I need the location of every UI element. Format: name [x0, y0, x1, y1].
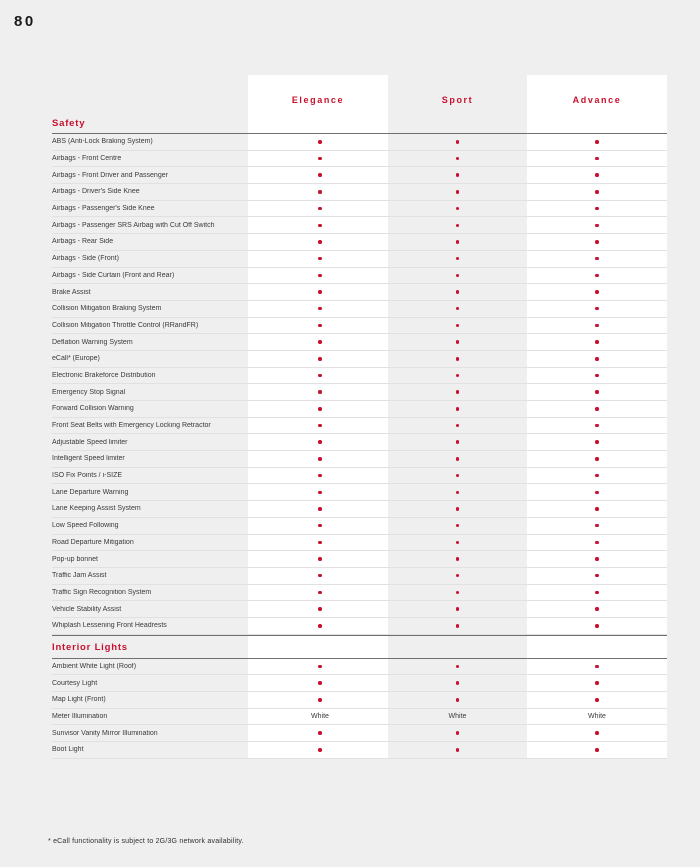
feature-cell	[388, 731, 527, 735]
feature-dot-icon	[318, 574, 322, 578]
column-header-row	[52, 75, 667, 115]
feature-dot-icon	[318, 157, 322, 161]
feature-cell	[527, 665, 667, 669]
feature-dot-icon	[318, 491, 322, 495]
feature-cell	[252, 491, 388, 495]
table-row	[52, 468, 667, 485]
feature-cell	[252, 240, 388, 244]
table-row	[52, 384, 667, 401]
feature-cell	[388, 440, 527, 444]
feature-dot-icon	[595, 157, 599, 161]
table-row	[52, 709, 667, 726]
feature-dot-icon	[318, 681, 322, 685]
feature-cell	[388, 324, 527, 328]
feature-dot-icon	[456, 507, 460, 511]
feature-cell	[388, 591, 527, 595]
table-row	[52, 268, 667, 285]
feature-dot-icon	[456, 140, 460, 144]
feature-cell	[252, 357, 388, 361]
feature-cell	[252, 424, 388, 428]
feature-cell	[527, 624, 667, 628]
feature-cell	[252, 524, 388, 528]
feature-cell	[252, 274, 388, 278]
feature-cell	[527, 390, 667, 394]
feature-cell	[527, 574, 667, 578]
feature-cell	[527, 340, 667, 344]
table-row	[52, 217, 667, 234]
table-row	[52, 501, 667, 518]
feature-dot-icon	[318, 274, 322, 278]
feature-label: Traffic Sign Recognition System	[52, 588, 152, 596]
feature-cell	[252, 190, 388, 194]
feature-cell	[388, 190, 527, 194]
feature-label: eCall* (Europe)	[52, 355, 100, 363]
feature-cell	[527, 424, 667, 428]
feature-dot-icon	[318, 390, 322, 394]
feature-cell	[527, 698, 667, 702]
table-section	[52, 635, 667, 759]
feature-dot-icon	[456, 541, 460, 545]
feature-label: Intelligent Speed limiter	[52, 455, 125, 463]
feature-cell	[527, 748, 667, 752]
feature-cell	[527, 257, 667, 261]
feature-label: Airbags - Rear Side	[52, 238, 114, 246]
feature-cell	[252, 607, 388, 611]
feature-cell	[252, 440, 388, 444]
feature-dot-icon	[318, 324, 322, 328]
feature-dot-icon	[456, 731, 460, 735]
feature-dot-icon	[456, 591, 460, 595]
feature-cell	[252, 224, 388, 228]
feature-cell	[252, 681, 388, 685]
table-row	[52, 401, 667, 418]
feature-cell	[388, 681, 527, 685]
feature-cell	[388, 491, 527, 495]
section-title: Safety	[52, 115, 667, 134]
feature-cell	[252, 407, 388, 411]
feature-cell	[388, 307, 527, 311]
feature-cell	[527, 524, 667, 528]
feature-label: Airbags - Front Centre	[52, 155, 122, 163]
feature-dot-icon	[318, 424, 322, 428]
feature-cell	[388, 274, 527, 278]
table-row	[52, 568, 667, 585]
feature-dot-icon	[318, 374, 322, 378]
feature-cell	[388, 557, 527, 561]
feature-cell	[388, 474, 527, 478]
feature-dot-icon	[318, 407, 322, 411]
feature-dot-icon	[595, 607, 599, 611]
feature-cell	[527, 457, 667, 461]
table-section	[52, 115, 667, 635]
feature-dot-icon	[318, 524, 322, 528]
feature-cell	[252, 340, 388, 344]
feature-dot-icon	[456, 457, 460, 461]
feature-cell	[527, 407, 667, 411]
feature-label: Sunvisor Vanity Mirror Illumination	[52, 729, 158, 737]
feature-label: Front Seat Belts with Emergency Locking Retractor	[52, 422, 211, 430]
feature-label: Courtesy Light	[52, 679, 98, 687]
feature-label: Lane Departure Warning	[52, 488, 129, 496]
feature-dot-icon	[318, 541, 322, 545]
feature-label: Emergency Stop Signal	[52, 388, 126, 396]
feature-dot-icon	[456, 698, 460, 702]
feature-cell	[252, 507, 388, 511]
feature-cell	[252, 157, 388, 161]
feature-cell	[388, 507, 527, 511]
feature-cell	[527, 240, 667, 244]
feature-cell	[527, 307, 667, 311]
feature-dot-icon	[456, 274, 460, 278]
feature-dot-icon	[595, 698, 599, 702]
feature-cell	[527, 474, 667, 478]
feature-dot-icon	[456, 557, 460, 561]
table-row	[52, 234, 667, 251]
feature-dot-icon	[456, 607, 460, 611]
feature-label: Traffic Jam Assist	[52, 572, 107, 580]
feature-dot-icon	[456, 407, 460, 411]
feature-cell	[388, 607, 527, 611]
feature-dot-icon	[595, 507, 599, 511]
feature-dot-icon	[595, 274, 599, 278]
feature-cell	[527, 274, 667, 278]
feature-dot-icon	[595, 474, 599, 478]
feature-dot-icon	[456, 207, 460, 211]
feature-cell	[252, 474, 388, 478]
table-row	[52, 692, 667, 709]
feature-dot-icon	[456, 357, 460, 361]
feature-dot-icon	[456, 681, 460, 685]
feature-cell	[252, 374, 388, 378]
feature-dot-icon	[595, 557, 599, 561]
section-title: Interior Lights	[52, 635, 667, 659]
feature-dot-icon	[318, 140, 322, 144]
feature-cell	[527, 190, 667, 194]
feature-label: ABS (Anti-Lock Braking System)	[52, 138, 153, 146]
feature-dot-icon	[456, 390, 460, 394]
table-row	[52, 484, 667, 501]
feature-dot-icon	[456, 257, 460, 261]
table-row	[52, 551, 667, 568]
feature-dot-icon	[456, 290, 460, 294]
feature-dot-icon	[595, 257, 599, 261]
feature-cell	[252, 324, 388, 328]
feature-dot-icon	[595, 173, 599, 177]
feature-cell	[388, 424, 527, 428]
column-header-sport: Sport	[441, 95, 474, 105]
table-row	[52, 675, 667, 692]
feature-dot-icon	[595, 591, 599, 595]
feature-cell	[388, 340, 527, 344]
feature-label: Whiplash Lessening Front Headrests	[52, 622, 167, 630]
table-row	[52, 434, 667, 451]
feature-dot-icon	[595, 240, 599, 244]
feature-cell	[388, 624, 527, 628]
feature-dot-icon	[456, 440, 460, 444]
feature-dot-icon	[318, 173, 322, 177]
feature-dot-icon	[318, 698, 322, 702]
feature-dot-icon	[456, 524, 460, 528]
feature-dot-icon	[318, 665, 322, 669]
feature-cell	[527, 491, 667, 495]
feature-label: Ambient White Light (Roof)	[52, 662, 137, 670]
feature-dot-icon	[456, 190, 460, 194]
table-row	[52, 251, 667, 268]
feature-dot-icon	[595, 357, 599, 361]
feature-cell	[388, 157, 527, 161]
feature-label: Map Light (Front)	[52, 696, 106, 704]
feature-dot-icon	[595, 624, 599, 628]
feature-dot-icon	[456, 491, 460, 495]
feature-dot-icon	[318, 190, 322, 194]
feature-cell	[527, 207, 667, 211]
page-number: 80	[14, 13, 36, 30]
feature-label: Airbags - Front Driver and Passenger	[52, 171, 168, 179]
feature-label: Forward Collision Warning	[52, 405, 134, 413]
feature-label: Electronic Brakeforce Distribution	[52, 371, 156, 379]
feature-label: Pop-up bonnet	[52, 555, 98, 563]
feature-dot-icon	[318, 340, 322, 344]
table-row	[52, 167, 667, 184]
feature-cell	[527, 140, 667, 144]
feature-cell	[388, 748, 527, 752]
feature-cell: White	[448, 713, 467, 721]
feature-dot-icon	[456, 748, 460, 752]
feature-dot-icon	[456, 424, 460, 428]
column-header-elegance: Elegance	[291, 95, 345, 105]
feature-cell	[252, 665, 388, 669]
feature-dot-icon	[456, 307, 460, 311]
feature-dot-icon	[318, 474, 322, 478]
feature-dot-icon	[318, 507, 322, 511]
feature-dot-icon	[318, 240, 322, 244]
feature-cell	[252, 257, 388, 261]
feature-cell	[388, 574, 527, 578]
table-row	[52, 134, 667, 151]
table-row	[52, 351, 667, 368]
feature-label: Airbags - Passenger's Side Knee	[52, 205, 155, 213]
feature-dot-icon	[318, 557, 322, 561]
feature-cell	[252, 390, 388, 394]
feature-cell	[388, 390, 527, 394]
feature-dot-icon	[595, 731, 599, 735]
feature-dot-icon	[595, 457, 599, 461]
feature-dot-icon	[318, 290, 322, 294]
feature-cell	[388, 524, 527, 528]
feature-cell	[252, 748, 388, 752]
feature-cell	[252, 698, 388, 702]
feature-dot-icon	[318, 357, 322, 361]
feature-cell	[252, 731, 388, 735]
table-row	[52, 725, 667, 742]
feature-cell	[252, 307, 388, 311]
feature-dot-icon	[456, 224, 460, 228]
feature-cell	[252, 140, 388, 144]
feature-dot-icon	[456, 624, 460, 628]
column-header-advance: Advance	[572, 95, 622, 105]
feature-dot-icon	[595, 491, 599, 495]
feature-label: Vehicle Stability Assist	[52, 605, 122, 613]
feature-cell	[527, 224, 667, 228]
feature-dot-icon	[318, 224, 322, 228]
feature-dot-icon	[595, 374, 599, 378]
feature-dot-icon	[595, 541, 599, 545]
feature-dot-icon	[318, 257, 322, 261]
feature-cell	[527, 607, 667, 611]
feature-dot-icon	[595, 424, 599, 428]
trim-comparison-table	[52, 75, 667, 759]
feature-cell	[388, 357, 527, 361]
footnote: * eCall functionality is subject to 2G/3G network availability.	[48, 838, 244, 845]
feature-label: Low Speed Following	[52, 522, 119, 530]
feature-cell	[527, 357, 667, 361]
feature-label: Adjustable Speed limiter	[52, 438, 128, 446]
feature-cell	[388, 290, 527, 294]
feature-cell	[388, 207, 527, 211]
feature-dot-icon	[595, 748, 599, 752]
feature-cell	[252, 457, 388, 461]
table-row	[52, 518, 667, 535]
feature-dot-icon	[456, 157, 460, 161]
feature-dot-icon	[595, 290, 599, 294]
feature-dot-icon	[595, 524, 599, 528]
feature-cell	[388, 698, 527, 702]
table-row	[52, 368, 667, 385]
feature-dot-icon	[595, 340, 599, 344]
table-row	[52, 151, 667, 168]
table-row	[52, 318, 667, 335]
table-row	[52, 284, 667, 301]
feature-dot-icon	[456, 240, 460, 244]
feature-cell	[388, 541, 527, 545]
feature-label: Airbags - Driver's Side Knee	[52, 188, 140, 196]
feature-dot-icon	[318, 607, 322, 611]
feature-label: Deflation Warning System	[52, 338, 133, 346]
feature-cell	[527, 731, 667, 735]
feature-label: Airbags - Side (Front)	[52, 255, 119, 263]
table-row	[52, 201, 667, 218]
feature-cell	[527, 541, 667, 545]
feature-dot-icon	[318, 731, 322, 735]
table-row	[52, 618, 667, 635]
feature-dot-icon	[595, 574, 599, 578]
feature-cell	[527, 440, 667, 444]
feature-dot-icon	[595, 224, 599, 228]
feature-dot-icon	[318, 591, 322, 595]
feature-dot-icon	[456, 173, 460, 177]
feature-dot-icon	[595, 190, 599, 194]
table-row	[52, 742, 667, 759]
feature-cell	[527, 173, 667, 177]
feature-cell	[252, 541, 388, 545]
feature-dot-icon	[595, 140, 599, 144]
feature-label: Road Departure Mitigation	[52, 538, 134, 546]
feature-dot-icon	[456, 340, 460, 344]
feature-cell	[527, 507, 667, 511]
feature-cell	[527, 324, 667, 328]
feature-dot-icon	[318, 440, 322, 444]
table-row	[52, 659, 667, 676]
feature-label: Airbags - Passenger SRS Airbag with Cut Off Switch	[52, 221, 215, 229]
feature-cell	[388, 224, 527, 228]
feature-cell	[527, 374, 667, 378]
feature-label: ISO Fix Points / i-SIZE	[52, 472, 123, 480]
feature-cell: White	[588, 713, 606, 721]
feature-dot-icon	[595, 307, 599, 311]
feature-dot-icon	[318, 624, 322, 628]
table-row	[52, 601, 667, 618]
feature-cell	[252, 574, 388, 578]
feature-cell	[388, 140, 527, 144]
feature-dot-icon	[595, 324, 599, 328]
feature-dot-icon	[318, 207, 322, 211]
feature-cell	[527, 591, 667, 595]
feature-cell	[527, 681, 667, 685]
feature-cell	[527, 157, 667, 161]
feature-dot-icon	[595, 407, 599, 411]
feature-label: Lane Keeping Assist System	[52, 505, 141, 513]
feature-cell	[527, 290, 667, 294]
table-row	[52, 585, 667, 602]
feature-dot-icon	[456, 665, 460, 669]
feature-cell	[252, 624, 388, 628]
feature-cell	[252, 591, 388, 595]
feature-cell	[252, 557, 388, 561]
feature-label: Meter Illumination	[52, 713, 108, 721]
feature-cell	[388, 665, 527, 669]
table-row	[52, 184, 667, 201]
feature-label: Collision Mitigation Braking System	[52, 305, 162, 313]
feature-dot-icon	[318, 307, 322, 311]
feature-cell	[252, 290, 388, 294]
feature-cell	[388, 257, 527, 261]
feature-label: Boot Light	[52, 746, 84, 754]
feature-cell	[388, 407, 527, 411]
feature-cell	[388, 457, 527, 461]
feature-cell	[388, 173, 527, 177]
feature-label: Collision Mitigation Throttle Control (RRandFR)	[52, 321, 199, 329]
feature-dot-icon	[456, 574, 460, 578]
feature-dot-icon	[318, 748, 322, 752]
feature-cell	[252, 173, 388, 177]
feature-cell	[388, 240, 527, 244]
feature-dot-icon	[595, 681, 599, 685]
feature-dot-icon	[595, 390, 599, 394]
feature-dot-icon	[595, 440, 599, 444]
feature-cell: White	[311, 713, 329, 721]
feature-dot-icon	[318, 457, 322, 461]
table-row	[52, 535, 667, 552]
feature-label: Brake Assist	[52, 288, 91, 296]
table-row	[52, 451, 667, 468]
table-sections	[52, 115, 667, 759]
table-row	[52, 418, 667, 435]
feature-label: Airbags - Side Curtain (Front and Rear)	[52, 271, 175, 279]
table-row	[52, 301, 667, 318]
feature-dot-icon	[595, 207, 599, 211]
feature-dot-icon	[456, 374, 460, 378]
table-row	[52, 334, 667, 351]
feature-cell	[252, 207, 388, 211]
feature-dot-icon	[595, 665, 599, 669]
feature-dot-icon	[456, 324, 460, 328]
feature-cell	[527, 557, 667, 561]
feature-dot-icon	[456, 474, 460, 478]
feature-cell	[388, 374, 527, 378]
